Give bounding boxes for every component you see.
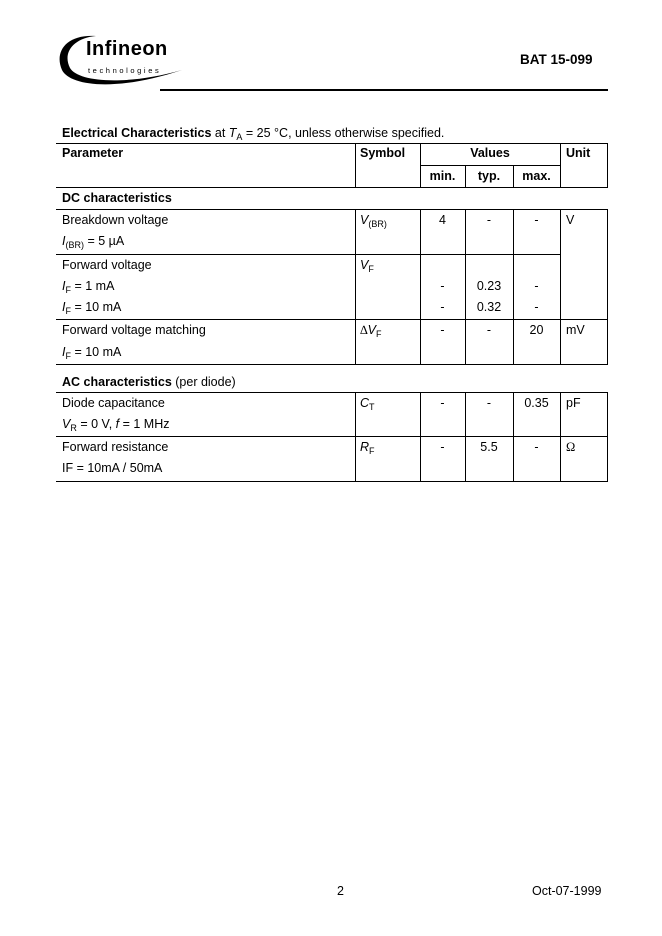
resistance-min: - [440,440,445,454]
caption-ta-sub: A [236,132,243,142]
cond-rest: = 1 mA [70,279,115,293]
cond-sub: F [65,351,71,361]
forward-max-2: - [534,300,539,314]
matching-unit: mV [566,323,585,337]
matching-min: - [440,323,445,337]
capacitance-max: 0.35 [524,396,549,410]
resistance-unit: Ω [566,440,576,454]
breakdown-label: Breakdown voltage [62,213,169,227]
resistance-label: Forward resistance [62,440,169,454]
forward-max-1: - [534,279,539,293]
header-min: min. [429,169,456,183]
caption-rest: = 25 °C, unless otherwise specified. [242,126,445,140]
cond-var: I [62,234,66,248]
cond-rest: = 10 mA [70,345,122,359]
cond-mid: = 0 V, [76,417,116,431]
breakdown-condition [62,234,124,248]
header-typ: typ. [477,169,501,183]
cond-var: I [62,279,66,293]
breakdown-unit: V [566,213,575,227]
cond-var: I [62,300,66,314]
table-rule-row3 [56,364,608,365]
dc-section-title: DC characteristics [62,191,172,205]
vline [355,143,356,187]
table-rule-row4 [56,436,608,437]
table-rule-row1 [56,254,560,255]
vline [607,143,608,187]
table-rule-values-sub [420,165,560,166]
forward-label: Forward voltage [62,258,152,272]
table-rule-dc [56,209,608,210]
breakdown-symbol [360,213,387,227]
document-date: Oct-07-1999 [532,884,602,898]
capacitance-label: Diode capacitance [62,396,165,410]
forward-condition-2 [62,300,121,314]
forward-min-1: - [440,279,445,293]
matching-typ: - [486,323,492,337]
table-rule-header-bottom [56,187,608,188]
capacitance-typ: - [486,396,492,410]
forward-condition-1 [62,279,114,293]
page-number: 2 [337,884,344,898]
sym-sub: F [376,329,382,339]
sym-sub: F [368,264,374,274]
forward-typ-1: 0.23 [476,279,502,293]
table-rule-ac [56,392,608,393]
capacitance-unit: pF [566,396,581,410]
header-unit: Unit [566,146,591,160]
vline [355,392,356,481]
ac-section-rest: (per diode) [171,375,236,389]
capacitance-min: - [440,396,445,410]
capacitance-symbol [360,396,375,410]
cond-sub: (BR) [65,240,84,250]
resistance-symbol [360,440,375,454]
ac-section-bold: AC characteristics [62,375,172,389]
matching-condition [62,345,121,359]
header-rule [160,89,608,91]
vline [560,392,561,481]
sym-var: V [360,258,369,272]
breakdown-min: 4 [439,213,446,227]
matching-label: Forward voltage matching [62,323,206,337]
sym-var: C [360,396,370,410]
matching-symbol [360,323,382,338]
sym-var: R [360,440,370,454]
sym-delta: ∆ [360,323,368,337]
cond-var: V [62,417,71,431]
header-parameter: Parameter [62,146,124,160]
document-title: BAT 15-099 [520,52,593,67]
logo-wordmark: Infineon [86,38,168,60]
sym-var: V [367,323,376,337]
cond-rest: = 10 mA [70,300,122,314]
vline [607,209,608,364]
cond-var: I [62,345,66,359]
matching-max: 20 [529,323,544,337]
vline [560,143,561,187]
ac-section-title [62,375,236,389]
sym-sub: (BR) [368,219,387,229]
resistance-typ: 5.5 [480,440,498,454]
cond-sub: F [65,285,71,295]
resistance-condition: IF = 10mA / 50mA [62,461,163,475]
sym-var: V [360,213,369,227]
cond-sub: R [70,423,77,433]
header-symbol: Symbol [360,146,406,160]
vline [355,209,356,364]
logo-tagline: technologies [88,66,162,75]
cond-rest: = 5 µA [83,234,125,248]
forward-min-2: - [440,300,445,314]
table-rule-bottom [56,481,608,482]
sym-sub: F [369,446,375,456]
sym-sub: T [369,402,375,412]
breakdown-max: - [534,213,539,227]
cond-rest: = 1 MHz [119,417,170,431]
table-caption [62,126,444,140]
caption-at: at [211,126,229,140]
caption-bold: Electrical Characteristics [62,126,212,140]
cond-var-2: f [115,417,120,431]
breakdown-typ: - [486,213,492,227]
vline [560,209,561,364]
forward-typ-2: 0.32 [476,300,502,314]
header-max: max. [522,169,551,183]
cond-sub: F [65,306,71,316]
capacitance-condition [62,417,170,431]
table-rule-top [56,143,608,144]
header-values: Values [470,146,510,160]
table-rule-row2 [56,319,608,320]
resistance-max: - [534,440,539,454]
caption-ta-var: T [228,126,237,140]
forward-symbol [360,258,374,272]
vline [607,392,608,481]
